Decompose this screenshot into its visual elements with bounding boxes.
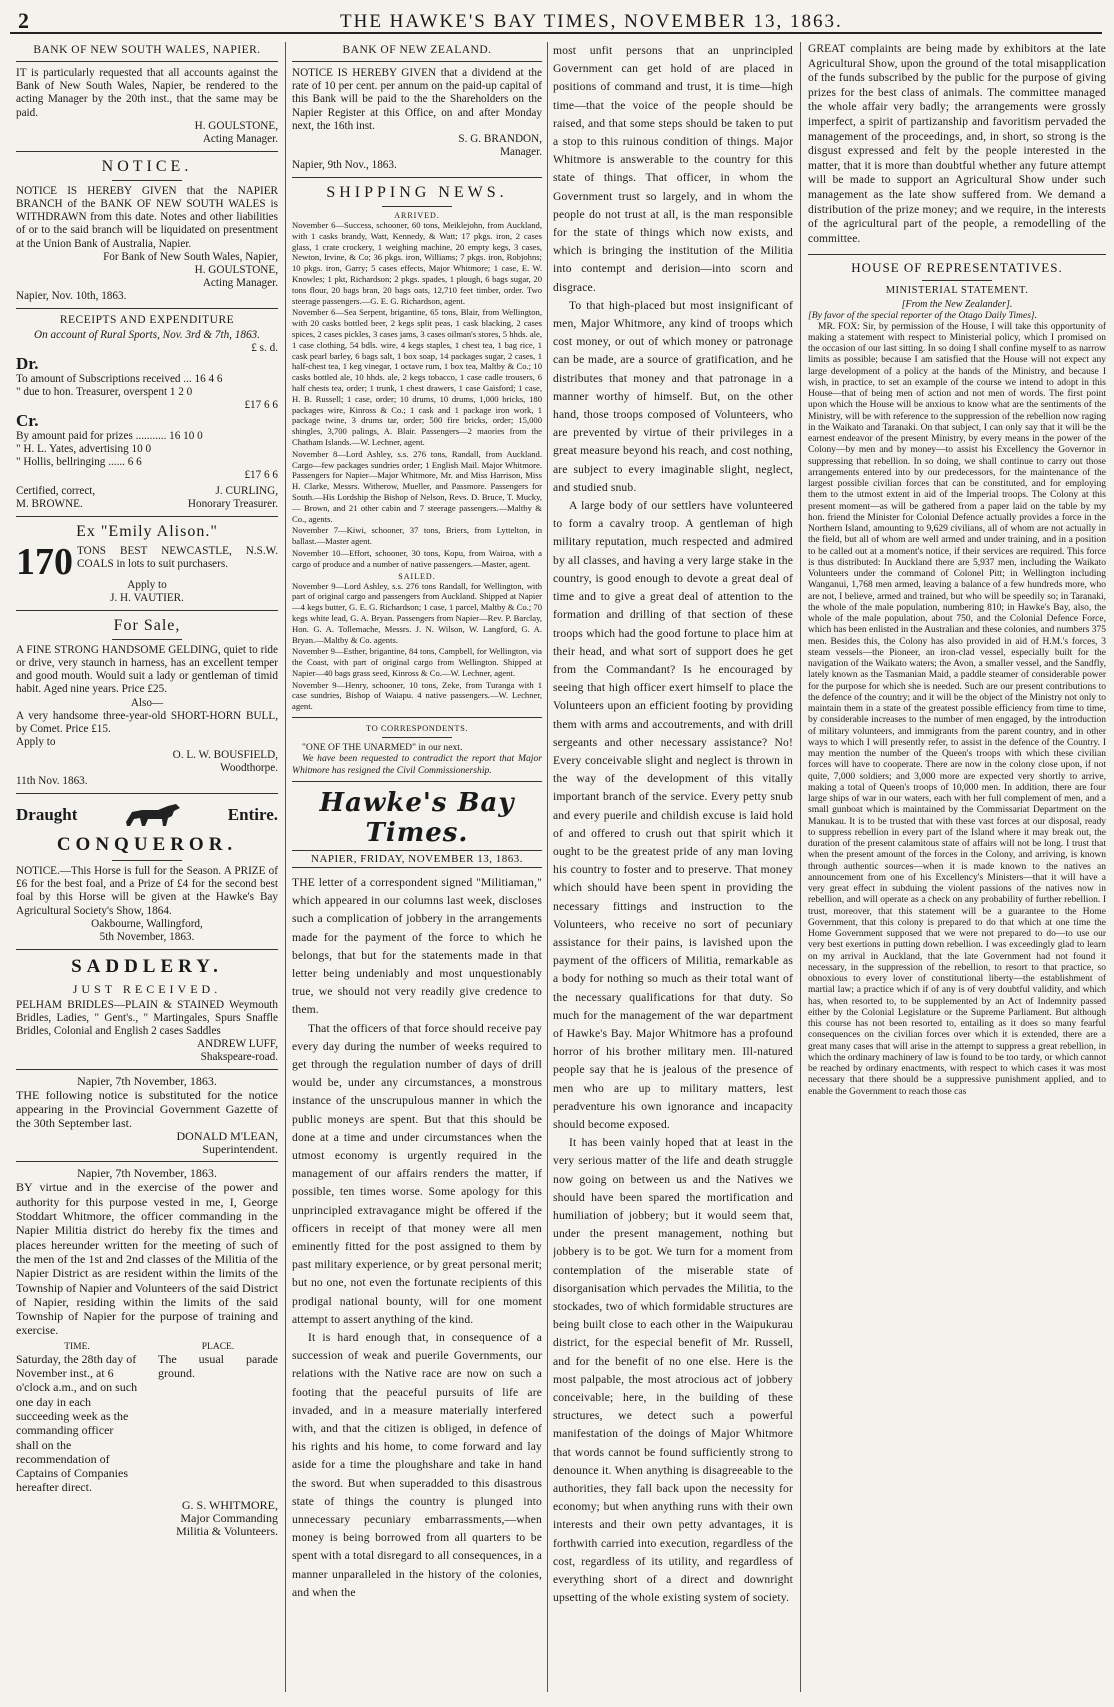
- signature-title: Manager.: [500, 146, 542, 159]
- entire-label: Entire.: [227, 805, 278, 825]
- time-text: Saturday, the 28th day of November inst., at 6 o'clock a.m., and on such one day in each succeeding week as the commanding officer shall on the recommendation of Captains of Companies hereafter direct.: [16, 1351, 138, 1495]
- divider: [16, 516, 278, 517]
- whitmore-text: BY virtue and in the exercise of the power and authority for this purpose vested in me, I, George Stoddart Whitmore, the officer commanding in the Napier Militia district do hereby fix the times and places hereunder written for the meeting of such of the men of the 1st and 2nd classes of the Militia of the Napier District as are resident within the limits of the Township of Napier and Volunteers of the said District of Napier, residing within the limits of the said Township of Napier for the purpose of training and exercise.: [16, 1180, 278, 1338]
- divider: [382, 206, 452, 207]
- page-title: THE HAWKE'S BAY TIMES, NOVEMBER 13, 1863.: [340, 11, 843, 32]
- divider: [16, 1161, 278, 1162]
- paper-title: Hawke's Bay Times.: [319, 787, 515, 848]
- treasurer-name: J. CURLING,: [215, 484, 278, 497]
- divider: [16, 793, 278, 794]
- shipping-entry: November 8—Lord Ashley, s.s. 276 tons, Randall, from Auckland. Cargo—few packages sundries order; 1 English Mail. Major Whitmore. Passengers for Napier—Major Whitmore, Mr. and Miss Harrison, Miss H. Clarke, Messrs. Witherow, Mueller, and Passmore. Passengers for South.—His Lordship the Bishop of Nelson, Revs. D. Bruce, T. Mucky, — Brown, and 21 other cabin and 7 steerage passengers.—Maltby & Co., agents.: [292, 448, 542, 524]
- shipping-entry: November 10—Effort, schooner, 30 tons, Kopu, from Wairoa, with a cargo of produce and a number of native passengers.—Master, agent.: [292, 547, 542, 569]
- notice-for: For Bank of New South Wales, Napier,: [103, 250, 278, 263]
- bank-nz-text: NOTICE IS HEREBY GIVEN that a dividend at the rate of 10 per cent. per annum on the paid-up capital of this Bank will be paid to the the Shareholders on the Napier Register at this Office, on and after Monday next, the 16th inst.: [292, 67, 542, 132]
- house-heading: HOUSE OF REPRESENTATIVES.: [851, 260, 1063, 276]
- place-text: The usual parade ground.: [158, 1351, 278, 1381]
- divider: [922, 280, 992, 281]
- debit-total: £17 6 6: [244, 398, 278, 411]
- shipping-entry: November 6—Success, schooner, 60 tons, Meiklejohn, from Auckland, with 1 casks brandy, Watt, Kennedy, & Watt; 17 pkgs. iron, 2 cases glass, 1 crate crockery, 1 weighing machine, 20 empty kegs, 3 cases, Newton, Irvine, & Co; 36 pkgs. iron, Williams; 7 pkgs. iron, Robjohns; 10 pkgs. iron, Garry; 5 cases effects, Major Whitmore; 1 case, E. W. Knowles; 1 pkt, Richardson; 2 pkgs. spades, 1 plough, 6 bags sugar, 20 tons flour, 20 bags bran, 20 bags oats, 12,710 feet timber, order. Two steerage passengers.—G. E. G. Richardson, agent.: [292, 220, 542, 306]
- dateline: NAPIER, FRIDAY, NOVEMBER 13, 1863.: [292, 850, 542, 868]
- coal-ad-heading: Ex "Emily Alison.": [76, 522, 218, 540]
- editorial-paragraph: It has been vainly hoped that at least in the very serious matter of the life and death struggle now going on between us and the Natives we should have been spared the mortification and humiliation of jobbery; but it would seem that, under the present management, nothing but jobbery is to be got. We turn for a moment from contemplation of the miserable state of disorganisation which pervades the Militia, to the stockades, two of which formidable structures are being built close to each other in the Waipukurau district, for the especial benefit of Mr. Russell, and for the benefit of no one else. Here is the most palpable, the most atrocious act of jobbery conceivable; here, in the building of these structures, we detect such a powerful manifestation of the doings of Major Whitmore that words cannot be found sufficiently strong to denounce it. When anything is disagreeable to the authorities, they fall back upon the necessity for economy; but when anything runs with their own interests and their own petty advantages, it is forthwith carried into execution, regardless of the cost, regardless of its utility, and regardless of everything short of a direct and downright upsetting of the whole existing system of society.: [553, 1136, 793, 1605]
- draught-entire-heading: [16, 802, 278, 828]
- signature: H. GOULSTONE,: [194, 119, 278, 132]
- credit-label: Cr.: [16, 410, 39, 430]
- divider: [112, 639, 182, 640]
- ministerial-heading: MINISTERIAL STATEMENT.: [885, 285, 1029, 297]
- editorial-paragraph: THE letter of a correspondent signed "Militiaman," which appeared in our columns last week, discloses such a complication of jobbery in the arrangements made for the payment of the force to which he belongs, that but for the statements made in that letter being undeniably and most unquestionably true, we should not very readily give credence to them.: [292, 875, 542, 1017]
- correspondents-note: "ONE OF THE UNARMED" in our next.: [302, 742, 463, 754]
- whitmore-date: Napier, 7th November, 1863.: [77, 1166, 217, 1181]
- debit-label: Dr.: [16, 353, 39, 373]
- column-divider: [547, 42, 548, 1692]
- signature-title: Superintendent.: [202, 1142, 278, 1157]
- just-received-heading: JUST RECEIVED.: [72, 981, 222, 996]
- correspondents-note: We have been requested to contradict the report that Major Whitmore has resigned the Civil Commissionership.: [292, 753, 542, 776]
- editorial-paragraph: A large body of our settlers have volunteered to form a cavalry troop. A gentleman of high military reputation, much respected and admired by all classes, and having a very large stake in the country, is good enough to devote a great deal of time and to give a great deal of attention to the formation and drilling of that section of these troops which had the good fortune to place him at their head, and what sort of support does he get from the Commandant? Is he encouraged by seeing that high officer exert himself to place the Volunteers upon an efficient footing by providing them with arms and accoutrements, and with drill sergeants and other necessary assistance? No! Every conceivable slight and neglect is thrown in the way of the development of this vitally important branch of the service. Every petty snub and every puerile and childish excuse is laid hold of and offered to crush out that spirit which it ought to be the greatest pride of any man loving his country to foster and to preserve. That money which should have been spent in providing the necessary fittings and instruction to the Volunteers, who receive no sort of pecuniary assistance for their pains, is lavished upon the payment of the officers of Militia, remarkable as a body for nothing so much as their total want of the necessary qualifications for that duty. So much for the management of the war department of Hawke's Bay. Major Whitmore has a profound horror of his brother military men. Ill-natured people say that he is jealous of the presence of men who are up to military matters, lest peradventure his own ignorance and incapacity should become exposed.: [553, 499, 793, 1131]
- shipping-entry: November 7—Kiwi, schooner, 37 tons, Briers, from Lyttelton, in ballast.—Master agent.: [292, 525, 542, 547]
- correspondents-heading: TO CORRESPONDENTS.: [366, 723, 468, 734]
- sale-date: 11th Nov. 1863.: [16, 775, 88, 788]
- editorial: [292, 874, 542, 1602]
- certified-row: [16, 485, 278, 511]
- draught-label: Draught: [16, 805, 78, 825]
- signature: DONALD M'LEAN,: [176, 1129, 278, 1144]
- editorial-paragraph: most unfit persons that an unprincipled Government can get hold of are placed in positions of command and trust, it is time—high time—that the voice of the people should be raised, and that some steps should be taken to put a stop to this ruinous condition of things. Major Whitmore is answerable to the country for this state of things. That officer, in whom the Government trust so largely, and in whom the people do not trust at all, is the man responsible for the state of things which now exists, and which is bringing the institution of the Militia into contempt and derision—into scorn and disgrace.: [553, 44, 793, 294]
- signature: O. L. W. BOUSFIELD,: [172, 749, 278, 762]
- bank-nz-heading: BANK OF NEW ZEALAND.: [342, 44, 492, 56]
- bank-nsw-text: IT is particularly requested that all accounts against the Bank of New South Wales, Napier, be rendered to the acting Manager by the 20th inst., that the same may be paid.: [16, 67, 278, 119]
- receipts-heading: RECEIPTS AND EXPENDITURE: [59, 313, 235, 326]
- source-note: [From the New Zealander].: [901, 299, 1013, 311]
- divider: [292, 177, 542, 178]
- signature-title: Acting Manager.: [202, 276, 278, 289]
- bull-ad-text: A very handsome three-year-old SHORT-HORN BULL, by Comet. Price £15.: [16, 709, 278, 735]
- masthead: [10, 8, 1102, 34]
- column-divider: [800, 42, 801, 1692]
- signature-title: Acting Manager.: [202, 132, 278, 145]
- time-heading: TIME.: [64, 1341, 90, 1352]
- credit-line: " H. L. Yates, advertising 10 0: [16, 442, 152, 455]
- horse-icon: [118, 802, 188, 828]
- certified-name: M. BROWNE.: [16, 497, 83, 510]
- shipping-entry: November 6—Sea Serpent, brigantine, 65 tons, Blair, from Wellington, with 20 casks bottled beer, 2 kegs split peas, 1 cask blacking, 2 cases spices, 2 cases pickles, 3 cases jams, 3 cases oilman's stores, 5 hhds. ale, 1 case clothing, 54 bdls. wire, 4 kegs staples, 1 chest tea, 1 bag rice, 1 cask pearl barley, 6 bags salt, 1 box soap, 14 packages sugar, 2 cases, 1 half-chest tea, 1 keg vinegar, 1 octave rum, 1 box tea, Maltby & Co.; 10 casks bottled ale, 10 hhds. ale, 2 kegs tobacco, 1 case cadle trousers, 6 half chests tea, order; 1 trunk, 1 chest drawers, 1 case Gaisford; 1 case, H. B. Russell; 1 case, order; 10 drums, 10 drums, 1,000 bricks, 180 packages wire, Kinross & Co.; 1 cask and 1 package iron work, 1 package twine, 3 drums tar, order; 500 fire bricks, order; 15,000 shingles, 3,700 palings, A. Blair. Passengers—2 maories from the Chatham Islands.—W. Lechner, agent.: [292, 307, 542, 447]
- arrived-heading: ARRIVED.: [394, 211, 440, 221]
- signature-place: Woodthorpe.: [220, 762, 278, 775]
- editorial-paragraph: It is hard enough that, in consequence of a succession of weak and puerile Governments, our relations with the Native race are now on such a footing that the peaceful pursuits of life are invaded, and in a measure materially interfered with, and that the citizen is obliged, in defence of his rights and his home, to come forward and lay aside for a time the ploughshare and take in hand the sword. But when superadded to this disastrous state of things the country is plunged into unnecessary pecuniary embarrassments,—when money is being borrowed from all quarters to be spent with a total disregard to all consequences, in a manner unparalleled in the history of the colonies, and when the: [292, 1331, 542, 1599]
- coal-signature: J. H. VAUTIER.: [110, 591, 184, 604]
- gelding-ad-text: A FINE STRONG HANDSOME GELDING, quiet to ride or drive, very staunch in harness, has an excellent temper and good mouth. Would suit a lady or gentleman of timid habit. Aged nine years. Price £25.: [16, 643, 278, 696]
- divider: [16, 610, 278, 611]
- receipts-subheading: On account of Rural Sports, Nov. 3rd & 7th, 1863.: [34, 328, 260, 341]
- divider: [382, 737, 452, 738]
- column-3: [553, 42, 793, 1692]
- signature: ANDREW LUFF,: [197, 1038, 278, 1051]
- mclean-date: Napier, 7th November, 1863.: [77, 1074, 217, 1089]
- bank-nsw-heading: BANK OF NEW SOUTH WALES, NAPIER.: [33, 44, 261, 56]
- signature-title: Major Commanding: [180, 1510, 278, 1525]
- for-sale-heading: For Sale,: [113, 616, 181, 634]
- page-number: 2: [18, 8, 29, 33]
- conqueror-heading: CONQUEROR.: [56, 834, 238, 856]
- also-label: Also—: [130, 696, 164, 709]
- coal-ad-text: TONS BEST NEWCASTLE, N.S.W. COALS in lots to suit purchasers.: [77, 544, 278, 571]
- credit-total: £17 6 6: [244, 468, 278, 481]
- certified-left: [16, 485, 95, 511]
- coal-ad: [16, 540, 278, 583]
- place-column: [158, 1342, 278, 1495]
- divider: [292, 61, 542, 62]
- editorial-paragraph: That the officers of that force should receive pay every day during the number of weeks required to get through the regulation number of days of drill would be, under any circumstances, a monstrous instance of the unscrupulous manner in which the public moneys are spent. But that this should be done at a time and under circumstances when the utmost economy is urgently required in the management of our affairs renders the matter, if possible, ten times worse. Some apology for this unprincipled extravagance might be offered if the officers in receipt of that money were all men eminently fitted for the post assigned to them by past military experience, or by great personal merit; but no one, not even the fortunate recipients of this prodigal national bounty, will for one moment attempt to assert anything of the kind.: [292, 1021, 542, 1326]
- coal-apply: Apply to: [127, 578, 167, 591]
- divider: [808, 254, 1106, 255]
- saddlery-text: PELHAM BRIDLES—PLAIN & STAINED Weymouth Bridles, Ladies, " Gent's., " Martingales, Spurs Snaffle Bridles, Colonial and English 2 cases Saddles: [16, 998, 278, 1038]
- conqueror-date: 5th November, 1863.: [99, 930, 195, 943]
- shipping-entry: November 9—Lord Ashley, s.s. 276 tons Randall, for Wellington, with part of original cargo and passengers from Auckland. Shipped at Napier—4 kegs butter, G. E. G. Richardson; 1 case, 1 parcel, Maltby & Co.; 70 kegs white lead, G. A. Bryan. Passengers from Napier—Rev. P. Barclay, Hon. G. A. Tollemache, Messrs. J. N. Wilson, W. Langford, G. A. Bryan.—Maltby & Co. agents.: [292, 580, 542, 645]
- treasurer-title: Honorary Treasurer.: [187, 497, 278, 510]
- divider: [292, 781, 542, 782]
- certified-right: [188, 485, 278, 511]
- sale-apply: Apply to: [16, 736, 56, 749]
- certified-label: Certified, correct,: [16, 484, 96, 497]
- divider: [16, 308, 278, 309]
- column-2: [292, 42, 542, 1692]
- shipping-entry: November 9—Esther, brigantine, 84 tons, Campbell, for Wellington, via the Coast, with part of original cargo from Wellington. Shipped at Napier—40 bags grass seed, Kinross & Co.—W. Lechner, agent.: [292, 646, 542, 678]
- signature: S. G. BRANDON,: [458, 133, 542, 146]
- divider: [16, 949, 278, 950]
- sailed-list: [292, 581, 542, 713]
- editorial-continued: [553, 42, 793, 1607]
- agricultural-show-paragraph: GREAT complaints are being made by exhibitors at the late Agricultural Show, upon the ground of the total misapplication of the funds subscribed by the public for the purpose of giving prizes for the best class of animals. The committee managed the whole affair very badly; the arrangements were grossly imperfect, a spirit of partizanship and favoritism pervaded the management of the proceedings, and, in short, so strong is the disgust expressed and felt by the people interested in the matter, that it is more than doubtful whether any future attempt will be made to support an Agricultural Show under such management as the late show suffered from. We demand a distribution of the prize money; and we require, in the interests of the agricultural part of the people, a remodelling of the committee.: [808, 43, 1106, 245]
- divider: [292, 717, 542, 718]
- divider: [16, 1069, 278, 1070]
- arrived-list: [292, 220, 542, 570]
- signature: H. GOULSTONE,: [194, 263, 278, 276]
- conqueror-text: NOTICE.—This Horse is full for the Season. A PRIZE of £6 for the best foal, and a Prize of £4 for the second best foal by this Horse will be given at the Hawke's Bay Agricultural Society's Show, 1864.: [16, 865, 278, 917]
- shipping-news-heading: SHIPPING NEWS.: [326, 184, 508, 202]
- divider: [112, 180, 182, 181]
- sailed-heading: SAILED.: [398, 571, 436, 581]
- signature: G. S. WHITMORE,: [181, 1497, 278, 1512]
- editorial-paragraph: To that high-placed but most insignificant of men, Major Whitmore, any kind of troops which cost money, or out of which money or patronage can be made, are a source of gratification, and he distributes that money and that patronage in a manner worthy of himself. But, on the other hand, those troops composed of Volunteers, who are prevented by virtue of their privileges in a great measure beyond his reach, and cost nothing, are subject to every imaginable slight, neglect, and studied snub.: [553, 298, 793, 494]
- divider: [112, 860, 182, 861]
- debit-line: To amount of Subscriptions received ... 16 4 6: [16, 372, 223, 385]
- column-4: [808, 42, 1106, 1692]
- coal-tons-number: 170: [16, 540, 73, 583]
- saddlery-heading: SADDLERY.: [71, 955, 223, 977]
- notice-date: Napier, Nov. 10th, 1863.: [16, 289, 127, 302]
- debit-line: " due to hon. Treasurer, overspent 1 2 0: [16, 385, 193, 398]
- column-divider: [285, 42, 286, 1692]
- reporter-note: [By favor of the special reporter of the Otago Daily Times].: [808, 310, 1038, 322]
- notice-text: NOTICE IS HEREBY GIVEN that the NAPIER BRANCH of the BANK OF NEW SOUTH WALES is WITHDRAWN from this date. Notes and other liabilities of or to the said branch will be liquidated on presentment at the Union Bank of Australia, Napier.: [16, 184, 278, 250]
- notice-heading: NOTICE.: [101, 157, 193, 175]
- ministerial-statement: MR. FOX: Sir, by permission of the House, I will take this opportunity of making a statement with respect to Ministerial policy, which I promised on the occasion of our last sitting. In so doing I shall confine myself to as narrow limits as possible; because I am satisfied that the House will not expect any large development of a policy at the hands of the Ministry, and because I wish, in practice, to set an example of the course we intend to adopt in this House—that of being men of action and not men of words. The first point upon which the House will be anxious to know what are the sentiments of the Ministry, will be with reference to the suppression of the rebellion now raging in the Waikato and Taranaki. On that subject, I can only say that it will be the earnest endeavor of the present Ministry, by every means in the power of the Colony—by men and by money—to assist his Excellency the Governor in suppressing that rebellion. In so doing, we shall continue to carry out those arrangements entered into by our predecessors, for the maintenance of the largest possible civilian forces that can be constituted, and for employing them to the utmost extent in aid of the Imperial troops. The Colony at this present moment—as will be gathered from a paper laid on the table by my hon. friend the Minister for Colonial Defence actually provides a force in the Northern Island, amounting to 9,629 civilians, all of whom are not actually in the field, but all of whom are well armed and under training, and in a position to be called out at a moment's notice, if their services are required. This force is thus distributed: In Auckland there are 5,937 men, including the Waikato Volunteers under the command of Colonel Pitt; in Wellington including Wanganui, 1,768 men armed, leaving a balance of a few hundreds more, who are not, I believe, armed and trained, but who will be speedily so; in Taranaki, the whole of the male population, numbering 810; in Hawke's Bay, also, the whole of the male population, about 750, and the Colonial Defence Force, which has been enlisted in the Australian and these colonies, and numbers 375 men. Besides this, the Colony has also provided in aid of H.M.'s forces, 3 steam vessels—the Pioneer, an iron-clad vessel, especially built for the navigation of the Waikato waters; the Avon, a smaller vessel, and the Sandfly, lately known as the Tasmanian Maid, a paddle steamer of considerable power for the purpose for which she is needed. Such are our present contributions to the defence of the country; and it will be the object of the Ministry not only to maintain them in a state of the greatest possible efficiency from time to time, by considerable increases to the number of men engaged, by the introduction of military volunteers, and immigrants from the parent country, and in other ways to which I will presently refer, to assist in the defence of the Country. I may mention the number of the Queen's troops with which these civilian forces will have to cooperate. There are now in the colony close upon, if not quite, 7,000 soldiers; and 3,000 more are expected very shortly to arrive, making a total of Queen's troops of 10,000 men. In addition, there are four large ships of war in our waters, each with her full complement of men, and a small gunboat which is maintained by the Commissariat Department on the Manukau. It is to be trusted that with these vast forces at our disposal, ready to suppress rebellion in every part of the Island where it may break out, the duration of the present calamitous state of affairs will not be long. I trust that when the present amount of the forces in the Colony, and arriving, is known through authentic sources—when it is made known to the natives an announcement from one of his Excellency's Ministers—that it will have a very great effect in subduing the violent passions of the natives now in rebellion, and will operate as a check on any probability of further rebellion. I trust, moreover, that this statement will be a guarantee to the Home Government, that this colony is prepared to do that which at one time the Home Government supposed that we were not prepared to do—to use our very best exertions in putting down rebellion. I was exceedingly glad to learn on my arrival in Auckland, that the late Government had not found it necessary, in the suppression of the rebellion, to resort to that practice, so obnoxious to every lover of constitutional liberty—the establishment of martial law; a practice which if of any is of very doubtful validity, and which has, when resorted to, to be supplemented by an Act of Indemnity passed either by the Colonial Legislature or the Supreme Parliament. But although this course has not been resorted to, entailing as it does so many fearful consequences on the civilian forces over which it is extended, there are a great many cases that will arise in the attempt to suppress a great rebellion, in which the ordinary machinery of law is found to be too tardy, or which cannot be reached by ordinary enactments, with respect to which cases it was most necessary that there should be a suppressive punishment applied, and to enable the Government to reach those cas: [808, 321, 1106, 1097]
- time-column: [16, 1342, 138, 1495]
- bank-nz-date: Napier, 9th Nov., 1863.: [292, 159, 397, 172]
- credit-line: " Hollis, bellringing ...... 6 6: [16, 455, 142, 468]
- time-place-table: [16, 1342, 278, 1495]
- divider: [16, 61, 278, 62]
- credit-line: By amount paid for prizes ........... 16 10 0: [16, 429, 203, 442]
- column-1: [16, 42, 278, 1692]
- currency-columns: £ s. d.: [251, 341, 278, 354]
- conqueror-place: Oakbourne, Wallingford,: [91, 917, 203, 930]
- mclean-text: THE following notice is substituted for the notice appearing in the Provincial Government Gazette of the 30th September last.: [16, 1088, 278, 1131]
- signature-title: Militia & Volunteers.: [176, 1523, 278, 1538]
- shipping-entry: November 9—Henry, schooner, 10 tons, Zeke, from Turanga with 1 case sundries, Bishop of Waiapu. 4 native passengers.—W. Lechner, agent.: [292, 679, 542, 712]
- place-heading: PLACE.: [201, 1341, 235, 1352]
- divider: [16, 151, 278, 152]
- signature-place: Shakspeare-road.: [200, 1051, 278, 1064]
